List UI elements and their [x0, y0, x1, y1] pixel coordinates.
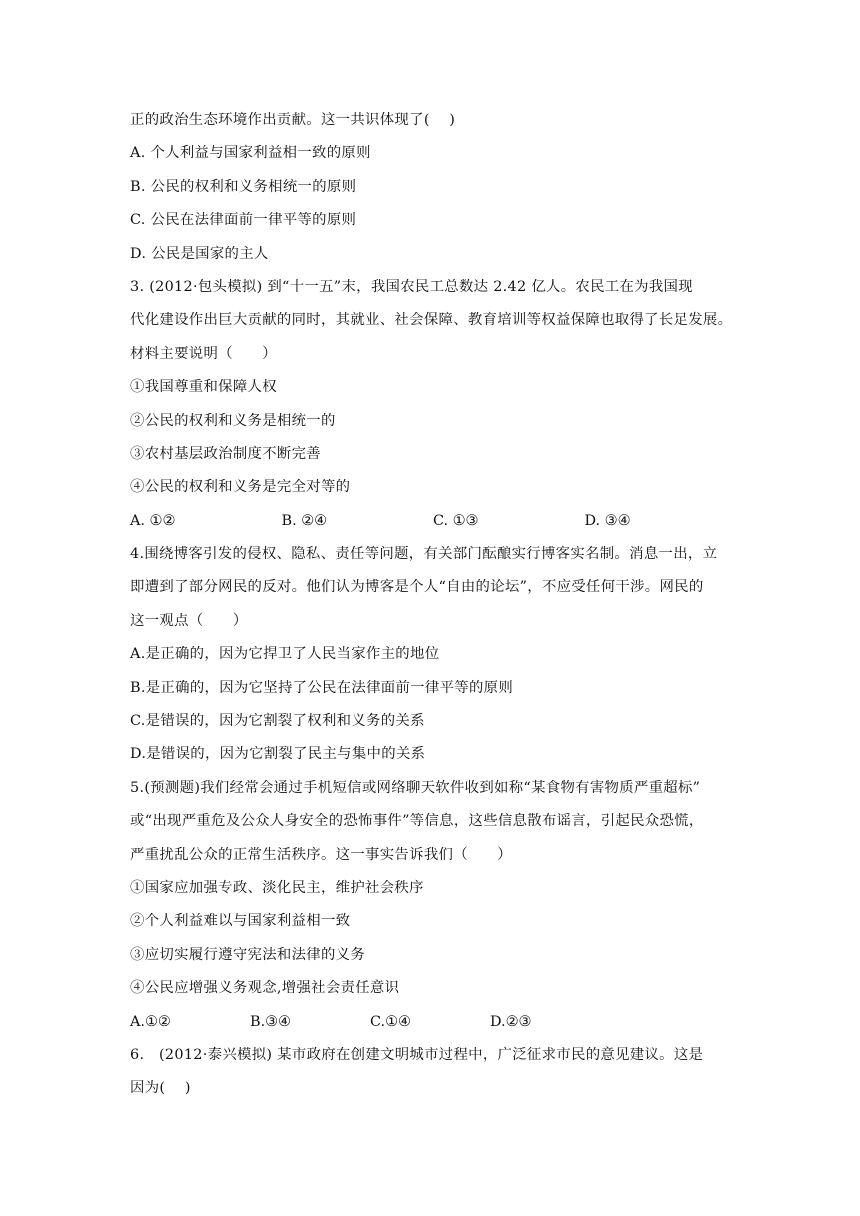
q3-choice-b: B. ②④ [281, 512, 328, 529]
q2-option-c: C. 公民在法律面前一律平等的原则 [130, 212, 357, 229]
q5-choice-b: B.③④ [250, 1013, 291, 1030]
q5-statement-3: ③应切实履行遵守宪法和法律的义务 [130, 946, 366, 963]
q5-choice-d: D.②③ [490, 1013, 532, 1030]
q5-choices [130, 1006, 736, 1039]
q4-stem-line-3: 这一观点（ ） [130, 612, 248, 629]
q3-stem-line-1: 3. (2012·包头模拟) 到“十一五”末，我国农民工总数达 2.42 亿人。农民工在为我国现 [130, 278, 693, 295]
q5-statement-2: ②个人利益难以与国家利益相一致 [130, 913, 351, 930]
q5-statement-4: ④公民应增强义务观念,增强社会责任意识 [130, 980, 400, 997]
q5-stem-line-1: 5.(预测题)我们经常会通过手机短信或网络聊天软件收到如称“某食物有害物质严重超标” [130, 779, 701, 796]
q4-stem-line-2: 即遭到了部分网民的反对。他们认为博客是个人“自由的论坛”，不应受任何干涉。网民的 [130, 579, 704, 596]
q4-option-b: B.是正确的，因为它坚持了公民在法律面前一律平等的原则 [130, 679, 514, 696]
document-page [130, 104, 736, 1106]
q2-option-d: D. 公民是国家的主人 [130, 245, 269, 262]
q3-choice-a: A. ①② [130, 512, 176, 529]
q3-stem-line-2: 代化建设作出巨大贡献的同时，其就业、社会保障、教育培训等权益保障也取得了长足发展。 [130, 312, 733, 329]
q2-option-a: A. 个人利益与国家利益相一致的原则 [130, 145, 371, 162]
q2-stem-tail: 正的政治生态环境作出贡献。这一共识体现了( ) [130, 112, 456, 128]
q4-option-a: A.是正确的，因为它捍卫了人民当家作主的地位 [130, 646, 440, 663]
q5-choice-a: A.①② [130, 1013, 171, 1030]
q3-statement-3: ③农村基层政治制度不断完善 [130, 445, 321, 462]
q5-statement-1: ①国家应加强专政、淡化民主，维护社会秩序 [130, 879, 424, 896]
q5-stem-line-3: 严重扰乱公众的正常生活秩序。这一事实告诉我们（ ） [130, 846, 512, 863]
q6-stem-line-1: 6. (2012·泰兴模拟) 某市政府在创建文明城市过程中，广泛征求市民的意见建议。这是 [130, 1046, 704, 1063]
q3-statement-1: ①我国尊重和保障人权 [130, 379, 277, 396]
q6-stem-line-2: 因为( ) [130, 1080, 191, 1097]
q3-stem-line-3: 材料主要说明（ ） [130, 345, 277, 362]
q2-option-b: B. 公民的权利和义务相统一的原则 [130, 178, 357, 195]
q4-option-c: C.是错误的，因为它割裂了权利和义务的关系 [130, 713, 425, 730]
q5-choice-c: C.①④ [370, 1013, 411, 1030]
q5-stem-line-2: 或“出现严重危及公众人身安全的恐怖事件”等信息，这些信息散布谣言，引起民众恐慌， [130, 813, 704, 830]
q3-choice-d: D. ③④ [584, 512, 631, 529]
q4-stem-line-1: 4.围绕博客引发的侵权、隐私、责任等问题，有关部门酝酿实行博客实名制。消息一出，立 [130, 546, 718, 563]
q3-choices [130, 505, 736, 538]
q3-statement-4: ④公民的权利和义务是完全对等的 [130, 479, 351, 496]
q3-choice-c: C. ①③ [433, 512, 479, 529]
q4-option-d: D.是错误的，因为它割裂了民主与集中的关系 [130, 746, 426, 763]
q3-statement-2: ②公民的权利和义务是相统一的 [130, 412, 336, 429]
